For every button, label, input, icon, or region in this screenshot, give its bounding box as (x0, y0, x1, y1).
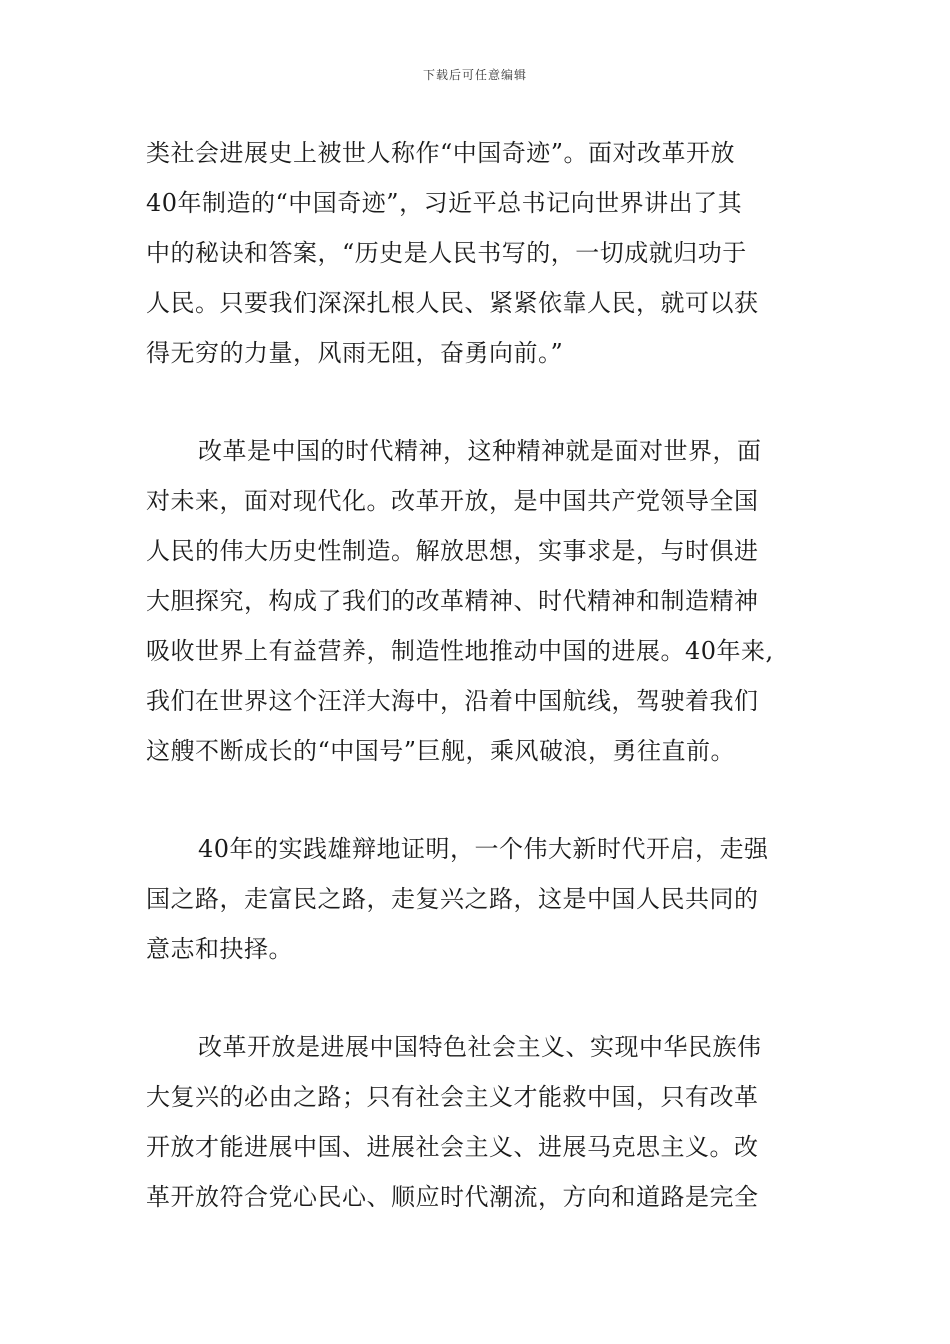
text-line: 中的秘诀和答案，“历史是人民书写的，一切成就归功于 (146, 239, 747, 267)
text-line: 革开放符合党心民心、顺应时代潮流，方向和道路是完全 (146, 1183, 759, 1211)
text-line: 改革开放是进展中国特色社会主义、实现中华民族伟 (198, 1033, 762, 1061)
text-line: 人民。只要我们深深扎根人民、紧紧依靠人民，就可以获 (146, 289, 759, 317)
paragraph-2 (146, 426, 808, 776)
text-line: 开放才能进展中国、进展社会主义、进展马克思主义。改 (146, 1133, 759, 1161)
text-line: 大复兴的必由之路；只有社会主义才能救中国，只有改革 (146, 1083, 759, 1111)
text-line: 意志和抉择。 (146, 935, 293, 963)
text-line: 大胆探究，构成了我们的改革精神、时代精神和制造精神 (146, 587, 759, 615)
document-body (146, 128, 808, 1222)
text-line: 40年的实践雄辩地证明，一个伟大新时代开启，走强 (198, 835, 769, 863)
paragraph-gap (146, 776, 808, 824)
text-line: 类社会进展史上被世人称作“中国奇迹”。面对改革开放 (146, 139, 736, 167)
text-line: 我们在世界这个汪洋大海中，沿着中国航线，驾驶着我们 (146, 687, 759, 715)
text-line: 得无穷的力量，风雨无阻，奋勇向前。” (146, 339, 564, 367)
text-line: 人民的伟大历史性制造。解放思想，实事求是，与时俱进 (146, 537, 759, 565)
text-line: 这艘不断成长的“中国号”巨舰，乘风破浪，勇往直前。 (146, 737, 736, 765)
paragraph-1 (146, 128, 808, 378)
paragraph-3 (146, 824, 808, 974)
text-line: 对未来，面对现代化。改革开放，是中国共产党领导全国 (146, 487, 759, 515)
text-line: 吸收世界上有益营养，制造性地推动中国的进展。40年来, (146, 637, 774, 665)
page-header: 下载后可任意编辑 (422, 68, 527, 82)
text-line: 40年制造的“中国奇迹”，习近平总书记向世界讲出了其 (146, 189, 743, 217)
text-line: 改革是中国的时代精神，这种精神就是面对世界，面 (198, 437, 762, 465)
paragraph-gap (146, 974, 808, 1022)
paragraph-4 (146, 1022, 808, 1222)
text-line: 国之路，走富民之路，走复兴之路，这是中国人民共同的 (146, 885, 759, 913)
paragraph-gap (146, 378, 808, 426)
